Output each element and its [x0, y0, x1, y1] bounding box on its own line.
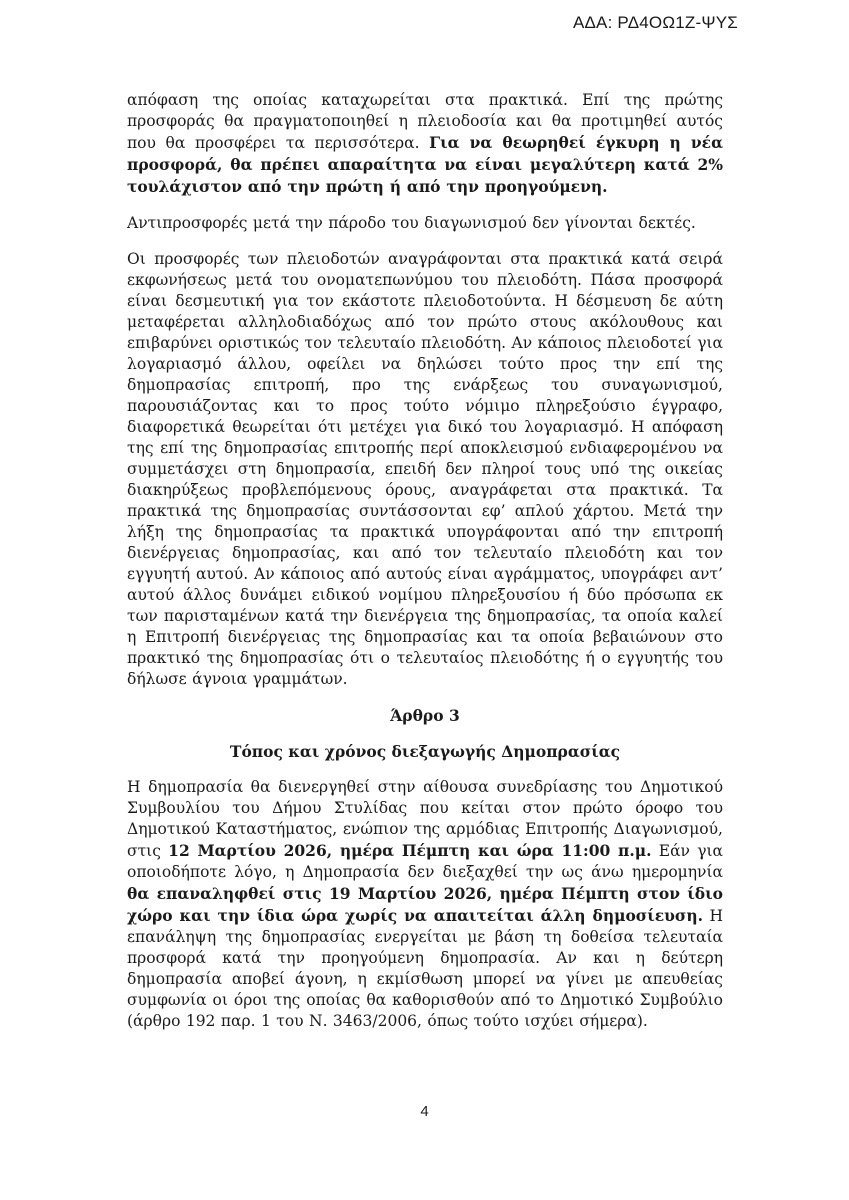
bold-text-run: Τόπος και χρόνος διεξαγωγής Δημοπρασίας [229, 742, 621, 761]
paragraph-counteroffers [127, 213, 723, 234]
page-number: 4 [420, 1103, 429, 1120]
text-run: Η επανάληψη της δημοπρασίας ενεργείται με βάση τη δοθείσα τελευταία προσφορά κατά την προηγούμενη δημοπρασία. Αν και η δεύτερη δημοπρασία αποβεί άγονη, η εκμίσθωση μπορεί να γίνει με απευθείας συμφωνία οι όροι της οποίας θα καθορισθούν από το Δημοτικό Συμβούλιο (άρθρο 192 παρ. 1 του Ν. 3463/2006, όπως τούτο ισχύει σήμερα). [127, 907, 724, 1030]
paragraph-auction-place-time [127, 777, 723, 1032]
document-body [127, 90, 723, 1047]
paragraph-offer-validity [127, 90, 723, 198]
text-run: Οι προσφορές των πλειοδοτών αναγράφονται στα πρακτικά κατά σειρά εκφωνήσεως μετά του ονοματεπωνύμου του πλειοδότη. Πάσα προσφορά είναι δεσμευτική για τον εκάστοτε πλειοδοτούντα. Η δέσμευση δε αύτη μεταφέρεται αλληλοδιαδόχως από τον πρώτο στους ακόλουθους και επιβαρύνει οριστικώς τον τελευταίο πλειοδότη. Αν κάποιος πλειοδοτεί για λογαριασμό άλλου, οφείλει να δηλώσει τούτο προς την επί της δημοπρασίας επιτροπή, προ της ενάρξεως του συναγωνισμού, παρουσιάζοντας και το προς τούτο νόμιμο πληρεξούσιο έγγραφο, διαφορετικά θεωρείται ότι μετέχει για δικό του λογαριασμό. Η απόφαση της επί της δημοπρασίας επιτροπής περί αποκλεισμού ενδιαφερομένου να συμμετάσχει στη δημοπρασία, επειδή δεν πληροί τους υπό της οικείας διακηρύξεως προβλεπόμενους όρους, αναγράφεται στα πρακτικά. Τα πρακτικά της δημοπρασίας συντάσσονται εφ’ απλού χάρτου. Μετά την λήξη της δημοπρασίας τα πρακτικά υπογράφονται από την επιτροπή διενέργειας δημοπρασίας, και από τον τελευταίο πλειοδότη και τον εγγυητή αυτού. Αν κάποιος από αυτούς είναι αγράμματος, υπογράφει αντ’ αυτού άλλος δυνάμει ειδικού νομίμου πληρεξουσίου ή δύο πρόσωπα εκ των παρισταμένων κατά την διενέργεια της δημοπρασίας, τα οποία καλεί η Επιτροπή διενέργειας της δημοπρασίας και τα οποία βεβαιώνουν στο πρακτικό της δημοπρασίας ότι ο τελευταίος πλειοδότης ή ο εγγυητής του δήλωσε άγνοια γραμμάτων. [127, 250, 723, 688]
bold-text-run: Για να θεωρηθεί έγκυρη η νέα προσφορά, θα πρέπει απαραίτητα να είναι μεγαλύτερη κατά 2% τουλάχιστον από την πρώτη ή από την προηγούμενη. [127, 133, 723, 196]
text-run: απόφαση της οποίας καταχωρείται στα πρακτικά. Επί της πρώτης προσφοράς θα πραγματοποιηθεί η πλειοδοσία και θα προτιμηθεί αυτός που θα προσφέρει τα περισσότερα. [127, 91, 723, 152]
bold-text-run: 12 Μαρτίου 2026, ημέρα Πέμπτη και ώρα 11:00 π.μ. [168, 841, 652, 860]
article-3-heading [127, 705, 723, 726]
bold-text-run: Άρθρο 3 [390, 706, 460, 725]
article-3-subheading [127, 741, 723, 762]
text-run: Αντιπροσφορές μετά την πάροδο του διαγωνισμού δεν γίνονται δεκτές. [127, 214, 696, 232]
text-run: Εάν για οποιοδήποτε λόγο, η Δημοπρασία δεν διεξαχθεί την ως άνω ημερομηνία [127, 842, 724, 881]
paragraph-bid-records [127, 249, 723, 690]
ada-code-label: ΑΔΑ: ΡΔ4ΟΩ1Ζ-ΨΥΣ [572, 13, 738, 32]
text-run: Η δημοπρασία θα διενεργηθεί στην αίθουσα συνεδρίασης του Δημοτικού Συμβουλίου του Δήμου Στυλίδας που κείται στον πρώτο όροφο του Δημοτικού Καταστήματος, ενώπιον της αρμόδιας Επιτροπής Διαγωνισμού, στις [127, 778, 723, 860]
bold-text-run: θα επαναληφθεί στις 19 Μαρτίου 2026, ημέρα Πέμπτη στον ίδιο χώρο και την ίδια ώρα χωρίς να απαιτείται άλλη δημοσίευση. [127, 884, 723, 925]
